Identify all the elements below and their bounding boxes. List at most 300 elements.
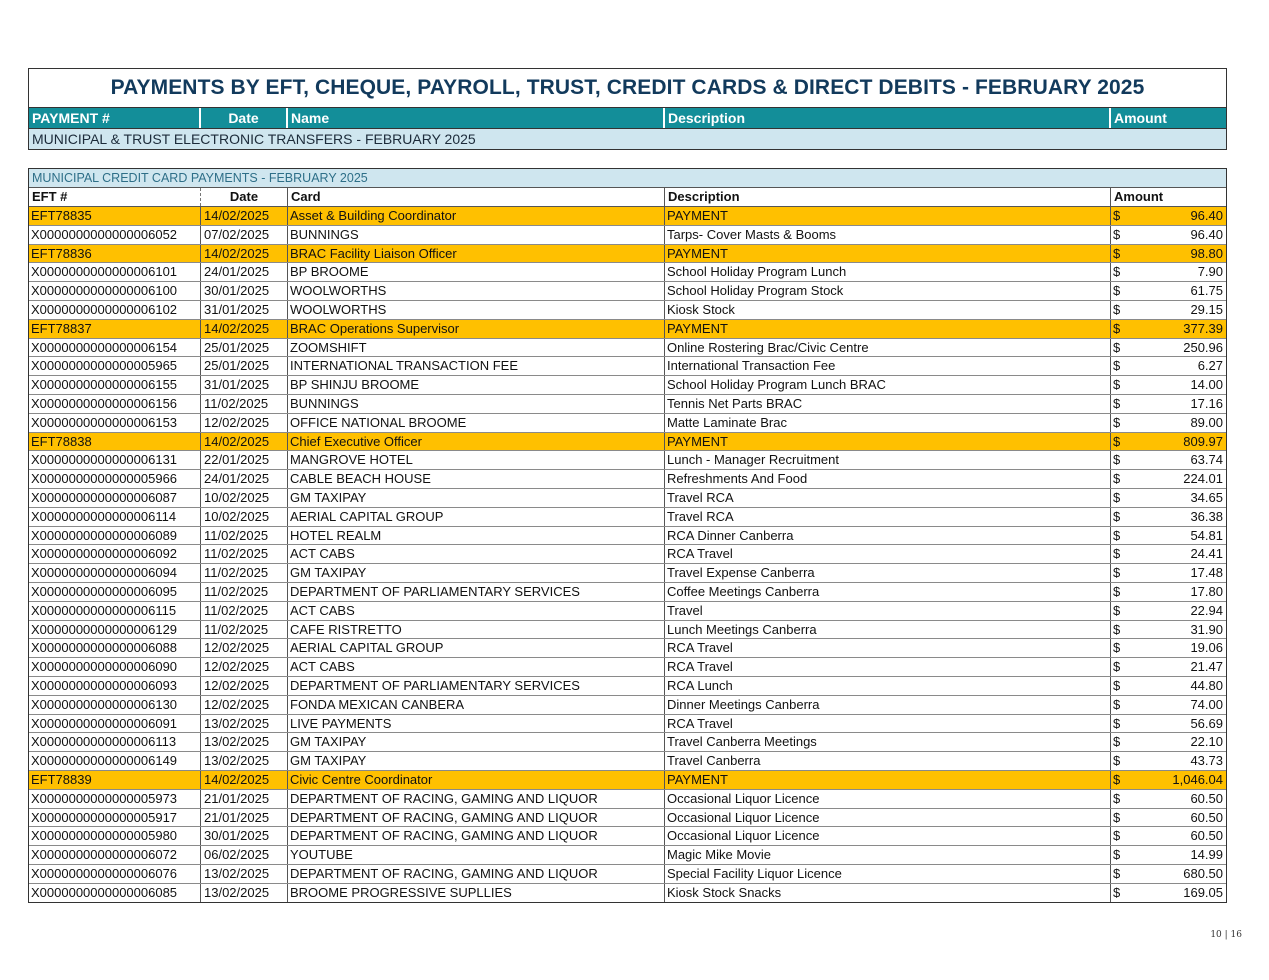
- currency-symbol: $: [1113, 884, 1121, 900]
- date-cell: 13/02/2025: [201, 715, 288, 733]
- amount-value: 56.69: [1190, 715, 1223, 731]
- description-cell: PAYMENT: [665, 320, 1111, 338]
- date-cell: 24/01/2025: [201, 263, 288, 281]
- description-cell: Special Facility Liquor Licence: [665, 865, 1111, 883]
- currency-symbol: $: [1113, 301, 1121, 317]
- description-cell: Occasional Liquor Licence: [665, 809, 1111, 827]
- amount-cell: [1111, 545, 1228, 563]
- amount-value: 31.90: [1190, 621, 1223, 637]
- amount-value: 17.16: [1190, 395, 1223, 411]
- transaction-row: [29, 545, 1226, 564]
- description-cell: Travel Expense Canberra: [665, 564, 1111, 582]
- amount-cell: [1111, 301, 1228, 319]
- transaction-row: [29, 470, 1226, 489]
- amount-cell: [1111, 207, 1228, 225]
- transaction-row: [29, 263, 1226, 282]
- currency-symbol: $: [1113, 339, 1121, 355]
- amount-value: 680.50: [1183, 865, 1223, 881]
- eft-number-cell: X0000000000000006085: [29, 884, 201, 903]
- currency-symbol: $: [1113, 320, 1121, 336]
- eft-number-cell: X0000000000000005980: [29, 827, 201, 845]
- eft-number-cell: X0000000000000006092: [29, 545, 201, 563]
- transaction-row: [29, 414, 1226, 433]
- payment-summary-row: [29, 207, 1226, 226]
- amount-cell: [1111, 715, 1228, 733]
- amount-value: 19.06: [1190, 640, 1223, 656]
- amount-value: 17.80: [1190, 583, 1223, 599]
- transaction-row: [29, 395, 1226, 414]
- description-cell: Travel RCA: [665, 489, 1111, 507]
- amount-value: 44.80: [1190, 677, 1223, 693]
- main-column-header: [29, 108, 1226, 129]
- description-cell: PAYMENT: [665, 207, 1111, 225]
- amount-cell: [1111, 583, 1228, 601]
- card-cell: AERIAL CAPITAL GROUP: [288, 639, 665, 657]
- transaction-row: [29, 376, 1226, 395]
- card-cell: LIVE PAYMENTS: [288, 715, 665, 733]
- transaction-row: [29, 715, 1226, 734]
- card-cell: WOOLWORTHS: [288, 301, 665, 319]
- cc-header-eft: EFT #: [29, 188, 201, 206]
- currency-symbol: $: [1113, 283, 1121, 299]
- eft-number-cell: X0000000000000006089: [29, 527, 201, 545]
- date-cell: 11/02/2025: [201, 527, 288, 545]
- date-cell: 24/01/2025: [201, 470, 288, 488]
- currency-symbol: $: [1113, 414, 1121, 430]
- date-cell: 25/01/2025: [201, 357, 288, 375]
- amount-value: 22.94: [1190, 602, 1223, 618]
- card-cell: DEPARTMENT OF PARLIAMENTARY SERVICES: [288, 677, 665, 695]
- date-cell: 10/02/2025: [201, 489, 288, 507]
- amount-cell: [1111, 263, 1228, 281]
- date-cell: 13/02/2025: [201, 752, 288, 770]
- amount-value: 7.90: [1197, 264, 1223, 280]
- card-cell: MANGROVE HOTEL: [288, 451, 665, 469]
- date-cell: 21/01/2025: [201, 809, 288, 827]
- payment-summary-row: [29, 320, 1226, 339]
- currency-symbol: $: [1113, 640, 1121, 656]
- transaction-row: [29, 602, 1226, 621]
- description-cell: RCA Dinner Canberra: [665, 527, 1111, 545]
- transaction-row: [29, 790, 1226, 809]
- date-cell: 13/02/2025: [201, 733, 288, 751]
- eft-number-cell: X0000000000000005917: [29, 809, 201, 827]
- card-cell: Asset & Building Coordinator: [288, 207, 665, 225]
- description-cell: PAYMENT: [665, 433, 1111, 451]
- amount-value: 224.01: [1183, 471, 1223, 487]
- amount-value: 14.00: [1190, 377, 1223, 393]
- currency-symbol: $: [1113, 659, 1121, 675]
- transaction-row: [29, 677, 1226, 696]
- currency-symbol: $: [1113, 395, 1121, 411]
- date-cell: 31/01/2025: [201, 301, 288, 319]
- amount-value: 29.15: [1190, 301, 1223, 317]
- date-cell: 13/02/2025: [201, 865, 288, 883]
- amount-value: 14.99: [1190, 847, 1223, 863]
- amount-cell: [1111, 621, 1228, 639]
- card-cell: OFFICE NATIONAL BROOME: [288, 414, 665, 432]
- transaction-row: [29, 639, 1226, 658]
- currency-symbol: $: [1113, 621, 1121, 637]
- eft-number-cell: X0000000000000006114: [29, 508, 201, 526]
- eft-number-cell: EFT78838: [29, 433, 201, 451]
- currency-symbol: $: [1113, 433, 1121, 449]
- transaction-row: [29, 339, 1226, 358]
- header-name: Name: [288, 108, 665, 128]
- amount-value: 96.40: [1190, 226, 1223, 242]
- transaction-row: [29, 357, 1226, 376]
- date-cell: 11/02/2025: [201, 395, 288, 413]
- cc-header-description: Description: [665, 188, 1111, 206]
- date-cell: 11/02/2025: [201, 545, 288, 563]
- amount-value: 60.50: [1190, 809, 1223, 825]
- card-cell: ACT CABS: [288, 545, 665, 563]
- amount-cell: [1111, 639, 1228, 657]
- eft-number-cell: X0000000000000006090: [29, 658, 201, 676]
- description-cell: Refreshments And Food: [665, 470, 1111, 488]
- description-cell: Occasional Liquor Licence: [665, 790, 1111, 808]
- description-cell: Dinner Meetings Canberra: [665, 696, 1111, 714]
- currency-symbol: $: [1113, 489, 1121, 505]
- currency-symbol: $: [1113, 565, 1121, 581]
- amount-value: 98.80: [1190, 245, 1223, 261]
- description-cell: RCA Travel: [665, 715, 1111, 733]
- eft-number-cell: X0000000000000006130: [29, 696, 201, 714]
- amount-value: 17.48: [1190, 565, 1223, 581]
- cc-rows: [29, 207, 1226, 902]
- currency-symbol: $: [1113, 527, 1121, 543]
- card-cell: WOOLWORTHS: [288, 282, 665, 300]
- card-cell: BRAC Facility Liaison Officer: [288, 245, 665, 263]
- amount-cell: [1111, 677, 1228, 695]
- eft-section-label: MUNICIPAL & TRUST ELECTRONIC TRANSFERS - FEBRUARY 2025: [29, 129, 1226, 149]
- amount-cell: [1111, 470, 1228, 488]
- eft-number-cell: X0000000000000006113: [29, 733, 201, 751]
- card-cell: BRAC Operations Supervisor: [288, 320, 665, 338]
- card-cell: Civic Centre Coordinator: [288, 771, 665, 789]
- description-cell: Lunch Meetings Canberra: [665, 621, 1111, 639]
- eft-number-cell: X0000000000000005973: [29, 790, 201, 808]
- transaction-row: [29, 658, 1226, 677]
- eft-number-cell: X0000000000000006094: [29, 564, 201, 582]
- amount-value: 60.50: [1190, 790, 1223, 806]
- amount-cell: [1111, 226, 1228, 244]
- amount-cell: [1111, 752, 1228, 770]
- amount-cell: [1111, 282, 1228, 300]
- eft-number-cell: X0000000000000006131: [29, 451, 201, 469]
- description-cell: Coffee Meetings Canberra: [665, 583, 1111, 601]
- date-cell: 14/02/2025: [201, 245, 288, 263]
- transaction-row: [29, 583, 1226, 602]
- currency-symbol: $: [1113, 358, 1121, 374]
- eft-number-cell: X0000000000000005966: [29, 470, 201, 488]
- date-cell: 14/02/2025: [201, 320, 288, 338]
- amount-cell: [1111, 357, 1228, 375]
- amount-cell: [1111, 339, 1228, 357]
- eft-number-cell: X0000000000000005965: [29, 357, 201, 375]
- description-cell: School Holiday Program Lunch: [665, 263, 1111, 281]
- date-cell: 06/02/2025: [201, 846, 288, 864]
- amount-value: 60.50: [1190, 828, 1223, 844]
- cc-header-card: Card: [288, 188, 665, 206]
- amount-value: 21.47: [1190, 659, 1223, 675]
- currency-symbol: $: [1113, 865, 1121, 881]
- card-cell: DEPARTMENT OF RACING, GAMING AND LIQUOR: [288, 790, 665, 808]
- amount-value: 6.27: [1197, 358, 1223, 374]
- amount-cell: [1111, 508, 1228, 526]
- date-cell: 12/02/2025: [201, 639, 288, 657]
- amount-value: 89.00: [1190, 414, 1223, 430]
- payment-summary-row: [29, 771, 1226, 790]
- header-description: Description: [665, 108, 1111, 128]
- cc-header-amount: Amount: [1114, 189, 1164, 204]
- amount-value: 22.10: [1190, 734, 1223, 750]
- description-cell: RCA Travel: [665, 639, 1111, 657]
- date-cell: 12/02/2025: [201, 696, 288, 714]
- date-cell: 21/01/2025: [201, 790, 288, 808]
- amount-cell: [1111, 564, 1228, 582]
- date-cell: 11/02/2025: [201, 602, 288, 620]
- currency-symbol: $: [1113, 546, 1121, 562]
- report-header-block: [28, 68, 1227, 150]
- amount-value: 24.41: [1190, 546, 1223, 562]
- date-cell: 14/02/2025: [201, 771, 288, 789]
- card-cell: GM TAXIPAY: [288, 733, 665, 751]
- amount-cell: [1111, 827, 1228, 845]
- card-cell: ACT CABS: [288, 602, 665, 620]
- amount-cell: [1111, 395, 1228, 413]
- eft-number-cell: X0000000000000006154: [29, 339, 201, 357]
- page-number: 10 | 16: [1210, 930, 1242, 940]
- payment-summary-row: [29, 245, 1226, 264]
- amount-cell: [1111, 846, 1228, 864]
- amount-cell: [1111, 809, 1228, 827]
- amount-value: 377.39: [1183, 320, 1223, 336]
- card-cell: GM TAXIPAY: [288, 752, 665, 770]
- date-cell: 12/02/2025: [201, 677, 288, 695]
- description-cell: Magic Mike Movie: [665, 846, 1111, 864]
- description-cell: Kiosk Stock: [665, 301, 1111, 319]
- description-cell: Tarps- Cover Masts & Booms: [665, 226, 1111, 244]
- eft-number-cell: X0000000000000006052: [29, 226, 201, 244]
- amount-value: 54.81: [1190, 527, 1223, 543]
- currency-symbol: $: [1113, 847, 1121, 863]
- eft-number-cell: X0000000000000006093: [29, 677, 201, 695]
- currency-symbol: $: [1113, 809, 1121, 825]
- description-cell: School Holiday Program Stock: [665, 282, 1111, 300]
- currency-symbol: $: [1113, 715, 1121, 731]
- amount-cell: [1111, 733, 1228, 751]
- currency-symbol: $: [1113, 452, 1121, 468]
- transaction-row: [29, 733, 1226, 752]
- date-cell: 22/01/2025: [201, 451, 288, 469]
- amount-cell: [1111, 320, 1228, 338]
- amount-cell: [1111, 451, 1228, 469]
- card-cell: DEPARTMENT OF RACING, GAMING AND LIQUOR: [288, 827, 665, 845]
- date-cell: 30/01/2025: [201, 282, 288, 300]
- eft-number-cell: X0000000000000006072: [29, 846, 201, 864]
- date-cell: 12/02/2025: [201, 414, 288, 432]
- date-cell: 11/02/2025: [201, 564, 288, 582]
- eft-number-cell: X0000000000000006149: [29, 752, 201, 770]
- card-cell: BUNNINGS: [288, 395, 665, 413]
- transaction-row: [29, 621, 1226, 640]
- description-cell: Online Rostering Brac/Civic Centre: [665, 339, 1111, 357]
- eft-number-cell: X0000000000000006156: [29, 395, 201, 413]
- description-cell: Travel: [665, 602, 1111, 620]
- amount-value: 169.05: [1183, 884, 1223, 900]
- card-cell: CABLE BEACH HOUSE: [288, 470, 665, 488]
- eft-number-cell: X0000000000000006115: [29, 602, 201, 620]
- eft-number-cell: X0000000000000006153: [29, 414, 201, 432]
- transaction-row: [29, 865, 1226, 884]
- amount-value: 1,046.04: [1172, 771, 1223, 787]
- amount-value: 36.38: [1190, 508, 1223, 524]
- card-cell: BROOME PROGRESSIVE SUPLLIES: [288, 884, 665, 903]
- card-cell: AERIAL CAPITAL GROUP: [288, 508, 665, 526]
- description-cell: PAYMENT: [665, 245, 1111, 263]
- transaction-row: [29, 564, 1226, 583]
- eft-number-cell: X0000000000000006091: [29, 715, 201, 733]
- eft-number-cell: X0000000000000006076: [29, 865, 201, 883]
- currency-symbol: $: [1113, 677, 1121, 693]
- amount-cell: [1111, 527, 1228, 545]
- eft-number-cell: EFT78835: [29, 207, 201, 225]
- cc-column-header: [29, 188, 1226, 207]
- transaction-row: [29, 451, 1226, 470]
- description-cell: Lunch - Manager Recruitment: [665, 451, 1111, 469]
- report-title: PAYMENTS BY EFT, CHEQUE, PAYROLL, TRUST, CREDIT CARDS & DIRECT DEBITS - FEBRUARY 2025: [29, 69, 1226, 108]
- eft-number-cell: EFT78837: [29, 320, 201, 338]
- date-cell: 30/01/2025: [201, 827, 288, 845]
- card-cell: HOTEL REALM: [288, 527, 665, 545]
- currency-symbol: $: [1113, 771, 1121, 787]
- card-cell: DEPARTMENT OF PARLIAMENTARY SERVICES: [288, 583, 665, 601]
- header-amount: Amount: [1114, 110, 1167, 126]
- amount-cell: [1111, 884, 1228, 903]
- description-cell: Travel Canberra Meetings: [665, 733, 1111, 751]
- payment-summary-row: [29, 433, 1226, 452]
- currency-symbol: $: [1113, 696, 1121, 712]
- date-cell: 14/02/2025: [201, 207, 288, 225]
- card-cell: BUNNINGS: [288, 226, 665, 244]
- currency-symbol: $: [1113, 264, 1121, 280]
- eft-number-cell: X0000000000000006155: [29, 376, 201, 394]
- amount-cell: [1111, 696, 1228, 714]
- card-cell: INTERNATIONAL TRANSACTION FEE: [288, 357, 665, 375]
- amount-cell: [1111, 245, 1228, 263]
- header-payment-number: PAYMENT #: [29, 108, 201, 128]
- card-cell: GM TAXIPAY: [288, 564, 665, 582]
- eft-number-cell: X0000000000000006100: [29, 282, 201, 300]
- transaction-row: [29, 884, 1226, 903]
- eft-number-cell: X0000000000000006101: [29, 263, 201, 281]
- description-cell: Travel Canberra: [665, 752, 1111, 770]
- currency-symbol: $: [1113, 828, 1121, 844]
- amount-value: 250.96: [1183, 339, 1223, 355]
- description-cell: Matte Laminate Brac: [665, 414, 1111, 432]
- card-cell: CAFE RISTRETTO: [288, 621, 665, 639]
- date-cell: 11/02/2025: [201, 621, 288, 639]
- transaction-row: [29, 846, 1226, 865]
- eft-number-cell: X0000000000000006102: [29, 301, 201, 319]
- description-cell: RCA Travel: [665, 545, 1111, 563]
- date-cell: 12/02/2025: [201, 658, 288, 676]
- transaction-row: [29, 508, 1226, 527]
- card-cell: ZOOMSHIFT: [288, 339, 665, 357]
- currency-symbol: $: [1113, 583, 1121, 599]
- amount-cell: [1111, 865, 1228, 883]
- card-cell: FONDA MEXICAN CANBERA: [288, 696, 665, 714]
- credit-card-table: [28, 168, 1227, 903]
- eft-number-cell: X0000000000000006088: [29, 639, 201, 657]
- amount-value: 61.75: [1190, 283, 1223, 299]
- amount-value: 809.97: [1183, 433, 1223, 449]
- currency-symbol: $: [1113, 602, 1121, 618]
- transaction-row: [29, 301, 1226, 320]
- amount-cell: [1111, 790, 1228, 808]
- transaction-row: [29, 226, 1226, 245]
- amount-cell: [1111, 414, 1228, 432]
- card-cell: BP BROOME: [288, 263, 665, 281]
- date-cell: 14/02/2025: [201, 433, 288, 451]
- amount-cell: [1111, 433, 1228, 451]
- transaction-row: [29, 827, 1226, 846]
- description-cell: Occasional Liquor Licence: [665, 827, 1111, 845]
- card-cell: GM TAXIPAY: [288, 489, 665, 507]
- header-date: Date: [201, 108, 288, 128]
- amount-cell: [1111, 602, 1228, 620]
- description-cell: Travel RCA: [665, 508, 1111, 526]
- amount-value: 43.73: [1190, 753, 1223, 769]
- amount-value: 34.65: [1190, 489, 1223, 505]
- transaction-row: [29, 752, 1226, 771]
- transaction-row: [29, 696, 1226, 715]
- description-cell: RCA Travel: [665, 658, 1111, 676]
- description-cell: RCA Lunch: [665, 677, 1111, 695]
- date-cell: 07/02/2025: [201, 226, 288, 244]
- card-cell: ACT CABS: [288, 658, 665, 676]
- date-cell: 13/02/2025: [201, 884, 288, 903]
- card-cell: BP SHINJU BROOME: [288, 376, 665, 394]
- amount-cell: [1111, 658, 1228, 676]
- transaction-row: [29, 282, 1226, 301]
- card-cell: DEPARTMENT OF RACING, GAMING AND LIQUOR: [288, 809, 665, 827]
- amount-cell: [1111, 771, 1228, 789]
- amount-cell: [1111, 376, 1228, 394]
- transaction-row: [29, 527, 1226, 546]
- transaction-row: [29, 489, 1226, 508]
- currency-symbol: $: [1113, 508, 1121, 524]
- currency-symbol: $: [1113, 753, 1121, 769]
- eft-number-cell: X0000000000000006129: [29, 621, 201, 639]
- eft-number-cell: EFT78836: [29, 245, 201, 263]
- date-cell: 25/01/2025: [201, 339, 288, 357]
- transaction-row: [29, 809, 1226, 828]
- currency-symbol: $: [1113, 245, 1121, 261]
- cc-header-date: Date: [201, 188, 288, 206]
- description-cell: International Transaction Fee: [665, 357, 1111, 375]
- eft-number-cell: EFT78839: [29, 771, 201, 789]
- description-cell: Kiosk Stock Snacks: [665, 884, 1111, 903]
- currency-symbol: $: [1113, 471, 1121, 487]
- description-cell: Tennis Net Parts BRAC: [665, 395, 1111, 413]
- card-cell: DEPARTMENT OF RACING, GAMING AND LIQUOR: [288, 865, 665, 883]
- amount-value: 63.74: [1190, 452, 1223, 468]
- currency-symbol: $: [1113, 734, 1121, 750]
- currency-symbol: $: [1113, 208, 1121, 223]
- currency-symbol: $: [1113, 377, 1121, 393]
